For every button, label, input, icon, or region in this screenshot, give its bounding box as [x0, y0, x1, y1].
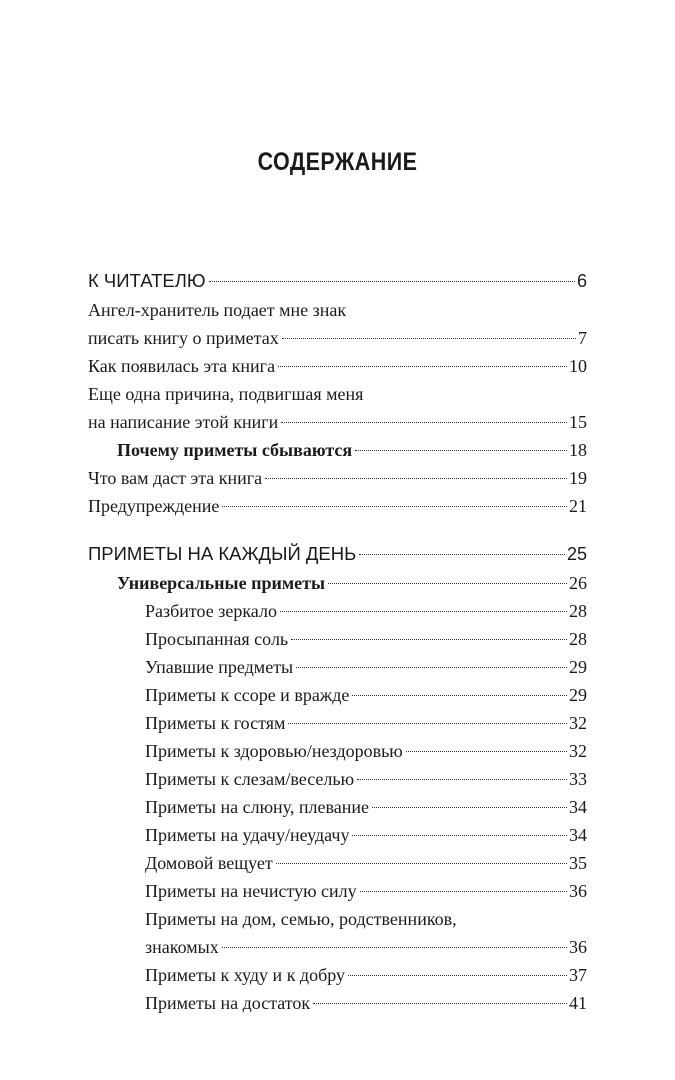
toc-page-number: 32: [569, 741, 587, 761]
toc-entry-text: Приметы к ссоре и вражде: [145, 685, 350, 705]
toc-entry-text: Приметы к худу и к добру: [145, 965, 346, 985]
toc-entry[interactable]: [88, 849, 587, 877]
toc-page-number: 41: [569, 993, 587, 1013]
toc-section-heading[interactable]: [88, 266, 587, 296]
toc-page-number: 34: [569, 797, 587, 817]
toc-page-number: 26: [569, 573, 587, 593]
toc-entry[interactable]: [88, 821, 587, 849]
dot-leader: [222, 947, 567, 948]
toc-page-number: 37: [569, 965, 587, 985]
dot-leader: [352, 835, 567, 836]
toc-entry-text: Приметы на нечистую силу: [145, 881, 357, 901]
toc-entry-text: Приметы к гостям: [145, 713, 286, 733]
dot-leader: [282, 338, 576, 339]
dot-leader: [359, 554, 565, 555]
dot-leader: [357, 779, 567, 780]
dot-leader: [280, 611, 567, 612]
toc-page-number: 34: [569, 825, 587, 845]
toc-page-number: 33: [569, 769, 587, 789]
dot-leader: [296, 667, 567, 668]
toc-page-number: 10: [569, 356, 587, 376]
toc-entry[interactable]: [88, 464, 587, 492]
toc-entry-text: писать книгу о приметах: [88, 328, 279, 348]
dot-leader: [355, 450, 567, 451]
toc-entry[interactable]: [88, 597, 587, 625]
toc-page-number: 29: [569, 685, 587, 705]
dot-leader: [281, 422, 567, 423]
toc-entry-text: Домовой вещует: [145, 853, 273, 873]
toc-page-number: 25: [566, 544, 587, 564]
dot-leader: [209, 281, 575, 282]
table-of-contents: [88, 266, 587, 1017]
toc-page-number: 21: [569, 496, 587, 516]
toc-entry[interactable]: [88, 989, 587, 1017]
toc-entry[interactable]: [88, 352, 587, 380]
toc-section-heading[interactable]: [88, 539, 587, 569]
section-gap: [88, 520, 587, 539]
dot-leader: [276, 863, 567, 864]
toc-entry-text: Что вам даст эта книга: [88, 468, 263, 488]
toc-page-number: 36: [569, 937, 587, 957]
toc-page-number: 29: [569, 657, 587, 677]
toc-entry[interactable]: [88, 625, 587, 653]
toc-entry-line[interactable]: Приметы на дом, семью, родственников,: [145, 909, 457, 929]
toc-page-number: 35: [569, 853, 587, 873]
toc-entry[interactable]: [88, 961, 587, 989]
dot-leader: [265, 478, 567, 479]
toc-entry-line[interactable]: Еще одна причина, подвигшая меня: [88, 384, 364, 404]
dot-leader: [291, 639, 567, 640]
toc-page-number: 19: [569, 468, 587, 488]
toc-entry[interactable]: [88, 737, 587, 765]
toc-entry-text: на написание этой книги: [88, 412, 279, 432]
toc-entry-text: Почему приметы сбываются: [117, 440, 353, 460]
toc-entry[interactable]: [88, 933, 587, 961]
toc-entry[interactable]: [88, 709, 587, 737]
toc-entry-text: Приметы на удачу/неудачу: [145, 825, 350, 845]
toc-entry-text: Универсальные приметы: [117, 573, 325, 593]
dot-leader: [372, 807, 567, 808]
dot-leader: [360, 891, 567, 892]
toc-entry[interactable]: [88, 492, 587, 520]
dot-leader: [352, 695, 567, 696]
toc-entry[interactable]: [88, 436, 587, 464]
toc-entry-text: Приметы на слюну, плевание: [145, 797, 369, 817]
toc-page-number: 36: [569, 881, 587, 901]
toc-entry-text: Как появилась эта книга: [88, 356, 276, 376]
dot-leader: [288, 723, 567, 724]
dot-leader: [222, 506, 567, 507]
page-title: СОДЕРЖАНИЕ: [257, 148, 418, 176]
toc-entry-text: Просыпанная соль: [145, 629, 289, 649]
dot-leader: [348, 975, 567, 976]
toc-entry[interactable]: [88, 324, 587, 352]
toc-page-number: 15: [569, 412, 587, 432]
toc-entry-text: Разбитое зеркало: [145, 601, 277, 621]
toc-entry[interactable]: [88, 569, 587, 597]
toc-heading-text: ПРИМЕТЫ НА КАЖДЫЙ ДЕНЬ: [88, 543, 357, 564]
toc-entry[interactable]: [88, 765, 587, 793]
dot-leader: [328, 583, 567, 584]
toc-page-number: 18: [569, 440, 587, 460]
toc-entry-text: Упавшие предметы: [145, 657, 294, 677]
toc-entry[interactable]: [88, 653, 587, 681]
toc-entry[interactable]: [88, 681, 587, 709]
toc-entry[interactable]: [88, 408, 587, 436]
dot-leader: [278, 366, 567, 367]
toc-entry[interactable]: [88, 793, 587, 821]
toc-entry-text: Приметы на достаток: [145, 993, 311, 1013]
toc-page-number: 32: [569, 713, 587, 733]
toc-entry-text: знакомых: [145, 937, 219, 957]
toc-entry-text: Приметы к здоровью/нездоровью: [145, 741, 403, 761]
toc-page-number: 6: [576, 271, 587, 291]
toc-entry-text: Приметы к слезам/веселью: [145, 769, 355, 789]
dot-leader: [406, 751, 567, 752]
toc-entry-text: Предупреждение: [88, 496, 220, 516]
toc-page-number: 7: [578, 328, 587, 348]
toc-page-number: 28: [569, 629, 587, 649]
dot-leader: [313, 1003, 567, 1004]
toc-entry[interactable]: [88, 877, 587, 905]
toc-page-number: 28: [569, 601, 587, 621]
toc-entry-line[interactable]: Ангел-хранитель подает мне знак: [88, 300, 347, 320]
toc-heading-text: К ЧИТАТЕЛЮ: [88, 270, 206, 291]
